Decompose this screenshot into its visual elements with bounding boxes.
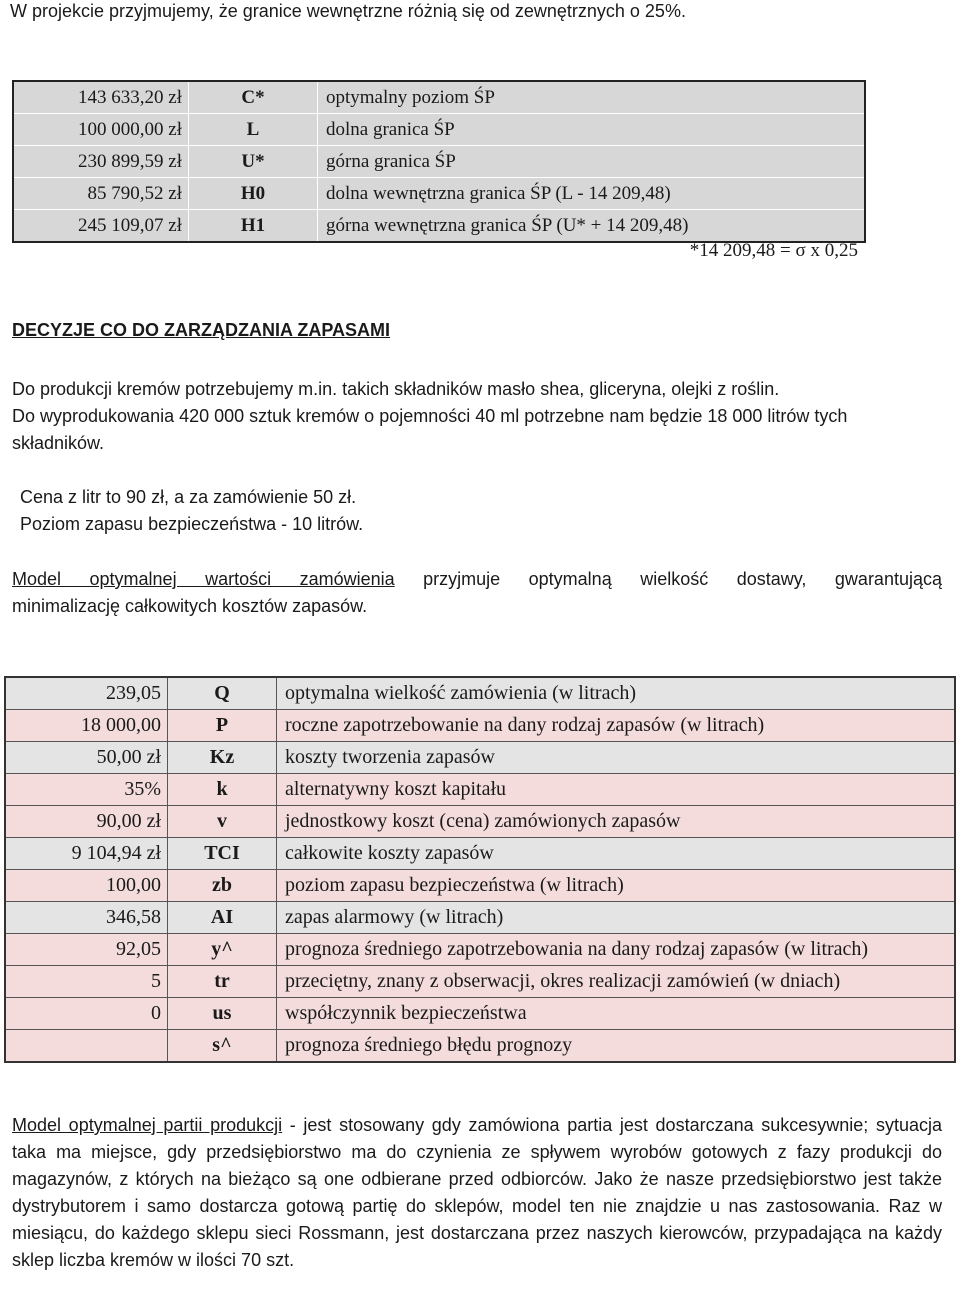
description-cell: współczynnik bezpieczeństwa (277, 998, 956, 1030)
symbol-cell: zb (168, 870, 277, 902)
description-cell: jednostkowy koszt (cena) zamówionych zapasów (277, 806, 956, 838)
eoq-model-text: przyjmuje optymalną wielkość dostawy, gwarantującą (423, 569, 942, 589)
value-cell: 35% (5, 774, 168, 806)
description-cell: dolna wewnętrzna granica ŚP (L - 14 209,48) (318, 178, 866, 210)
description-cell: dolna granica ŚP (318, 114, 866, 146)
description-cell: prognoza średniego zapotrzebowania na dany rodzaj zapasów (w litrach) (277, 934, 956, 966)
description-cell: górna granica ŚP (318, 146, 866, 178)
table-row (13, 210, 865, 243)
table-row (5, 870, 955, 902)
value-cell: 239,05 (5, 677, 168, 710)
table-row (5, 710, 955, 742)
table-row (5, 677, 955, 710)
symbol-cell: Kz (168, 742, 277, 774)
table-row (5, 838, 955, 870)
description-cell: całkowite koszty zapasów (277, 838, 956, 870)
paragraph-production: Do wyprodukowania 420 000 sztuk kremów o pojemności 40 ml potrzebne nam będzie 18 000 litrów tych składników. (12, 406, 848, 453)
control-limits-table (12, 80, 866, 243)
value-cell: 85 790,52 zł (13, 178, 189, 210)
symbol-cell: L (189, 114, 318, 146)
value-cell: 90,00 zł (5, 806, 168, 838)
description-cell: zapas alarmowy (w litrach) (277, 902, 956, 934)
value-cell: 230 899,59 zł (13, 146, 189, 178)
description-cell: roczne zapotrzebowanie na dany rodzaj zapasów (w litrach) (277, 710, 956, 742)
symbol-cell: H0 (189, 178, 318, 210)
table-row (13, 81, 865, 114)
table-row (13, 146, 865, 178)
description-cell: przeciętny, znany z obserwacji, okres realizacji zamówień (w dniach) (277, 966, 956, 998)
table-row (13, 114, 865, 146)
value-cell: 9 104,94 zł (5, 838, 168, 870)
intro-text: W projekcie przyjmujemy, że granice wewnętrzne różnią się od zewnętrznych o 25%. (10, 1, 686, 21)
symbol-cell: k (168, 774, 277, 806)
symbol-cell: s^ (168, 1030, 277, 1063)
description-cell: alternatywny koszt kapitału (277, 774, 956, 806)
table-row (5, 966, 955, 998)
table-row (5, 742, 955, 774)
symbol-cell: tr (168, 966, 277, 998)
table-row (5, 934, 955, 966)
paragraph-production-batch-model (12, 1112, 942, 1274)
value-cell: 245 109,07 zł (13, 210, 189, 243)
table-row (5, 902, 955, 934)
description-cell: optymalna wielkość zamówienia (w litrach) (277, 677, 956, 710)
section-heading: DECYZJE CO DO ZARZĄDZANIA ZAPASAMI (12, 320, 390, 340)
symbol-cell: U* (189, 146, 318, 178)
value-cell: 0 (5, 998, 168, 1030)
eoq-parameters-table (4, 676, 956, 1063)
description-cell: poziom zapasu bezpieczeństwa (w litrach) (277, 870, 956, 902)
table-footnote: *14 209,48 = σ x 0,25 (689, 240, 858, 261)
description-cell: koszty tworzenia zapasów (277, 742, 956, 774)
paragraph-safety-stock: Poziom zapasu bezpieczeństwa - 10 litrów. (20, 514, 364, 534)
symbol-cell: y^ (168, 934, 277, 966)
value-cell: 18 000,00 (5, 710, 168, 742)
paragraph-price: Cena z litr to 90 zł, a za zamówienie 50 zł. (20, 487, 357, 507)
symbol-cell: Q (168, 677, 277, 710)
symbol-cell: TCI (168, 838, 277, 870)
paragraph-eoq-model (12, 566, 942, 593)
production-batch-model-title: Model optymalnej partii produkcji (12, 1115, 283, 1135)
value-cell: 92,05 (5, 934, 168, 966)
eoq-model-title: Model optymalnej wartości zamówienia (12, 569, 395, 589)
table-row (5, 998, 955, 1030)
value-cell: 100 000,00 zł (13, 114, 189, 146)
paragraph-eoq-model-cont: minimalizację całkowitych kosztów zapasów. (12, 596, 368, 616)
value-cell: 346,58 (5, 902, 168, 934)
symbol-cell: H1 (189, 210, 318, 243)
symbol-cell: us (168, 998, 277, 1030)
value-cell (5, 1030, 168, 1063)
table-row (5, 806, 955, 838)
symbol-cell: AI (168, 902, 277, 934)
table-row (13, 178, 865, 210)
value-cell: 143 633,20 zł (13, 81, 189, 114)
description-cell: górna wewnętrzna granica ŚP (U* + 14 209,48) (318, 210, 866, 243)
value-cell: 5 (5, 966, 168, 998)
table-row (5, 774, 955, 806)
value-cell: 100,00 (5, 870, 168, 902)
value-cell: 50,00 zł (5, 742, 168, 774)
symbol-cell: v (168, 806, 277, 838)
symbol-cell: P (168, 710, 277, 742)
production-batch-model-text: - jest stosowany gdy zamówiona partia jest dostarczana sukcesywnie; sytuacja taka ma miejsce, gdy przedsiębiorstwo ma do czynienia ze spływem wyrobów gotowych z fazy produkcji do magazynów, z których na bieżąco są one odbierane przed odbiorców. Jako że nasze przedsiębiorstwo jest także dystrybutorem i samo dostarcza gotową partię do sklepów, model ten nie znajdzie u nas zastosowania. Raz w miesiącu, do każdego sklepu sieci Rossmann, jest dostarczana przez naszych kierowców, przypadająca na każdy sklep liczba kremów w ilości 70 szt. (12, 1115, 943, 1270)
description-cell: prognoza średniego błędu prognozy (277, 1030, 956, 1063)
table-row (5, 1030, 955, 1063)
description-cell: optymalny poziom ŚP (318, 81, 866, 114)
paragraph-ingredients: Do produkcji kremów potrzebujemy m.in. takich składników masło shea, gliceryna, olejki z roślin. (12, 379, 780, 399)
symbol-cell: C* (189, 81, 318, 114)
